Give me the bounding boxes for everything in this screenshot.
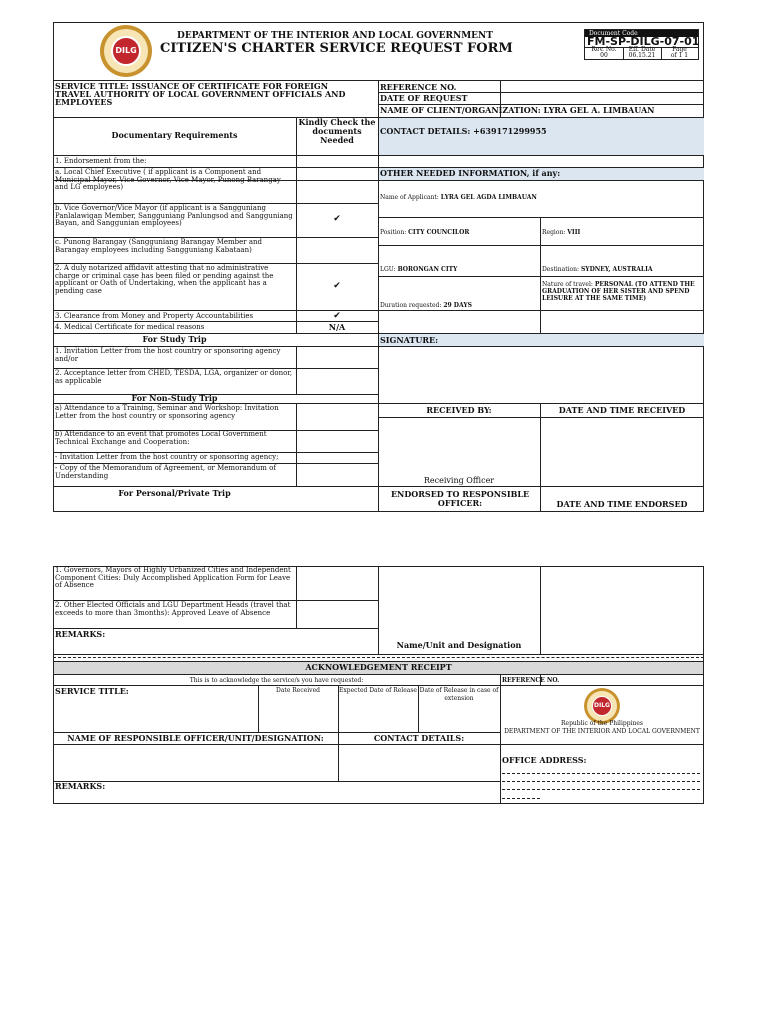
lgu-label: LGU: BORONGAN CITY — [380, 266, 458, 273]
service-title: SERVICE TITLE: ISSUANCE OF CERTIFICATE FOR FOREIGN TRAVEL AUTHORITY OF LOCAL GOVERNMENT OFFICIALS AND EMPLOYEES — [55, 81, 346, 107]
date-time-endorsed-label: DATE AND TIME ENDORSED — [556, 499, 688, 509]
check-4[interactable]: N/A — [328, 322, 346, 332]
check-2[interactable]: ✔ — [333, 281, 341, 291]
date-received-label: Date Received — [276, 687, 320, 694]
study-trip-header: For Study Trip — [142, 334, 207, 344]
region-value[interactable]: VIII — [567, 229, 581, 236]
page-title: CITIZEN'S CHARTER SERVICE REQUEST FORM — [160, 41, 513, 56]
receiving-officer-label: Receiving Officer — [423, 476, 495, 485]
requirement-1a: a. Local Chief Executive ( if applicant is a Component and Municipal Mayor, Vice Governor, Vice Mayor, Punong Barangay and LG employees) — [55, 168, 281, 191]
study-requirement-1: 1. Invitation Letter from the host country or sponsoring agency and/or — [55, 347, 281, 363]
check-documents-header: Kindly Check the documents Needed — [298, 117, 376, 145]
check-3[interactable]: ✔ — [333, 311, 341, 321]
page-value: of 1 1 — [670, 52, 689, 59]
position-value[interactable]: CITY COUNCILOR — [408, 229, 470, 236]
personal-trip-header: For Personal/Private Trip — [118, 488, 231, 498]
name-unit-designation-label: Name/Unit and Designation — [396, 640, 522, 650]
check-1b[interactable]: ✔ — [333, 214, 341, 224]
other-info-label: OTHER NEEDED INFORMATION, if any: — [380, 168, 561, 178]
remarks-label: REMARKS: — [55, 629, 106, 639]
receipt-subtitle: This is to acknowledge the service/s you have requested: — [189, 677, 364, 684]
eff-label: Eff. Date — [628, 46, 656, 53]
personal-requirement-1: 1. Governors, Mayors of Highly Urbanized Cities and Independent Component Cities: Duly Accomplished Application Form for Leave of Absence — [55, 566, 291, 589]
date-time-received-label: DATE AND TIME RECEIVED — [558, 405, 686, 415]
doc-code-label: Document Code — [589, 30, 638, 37]
applicant-value[interactable]: LYRA GEL AGDA LIMBAUAN — [440, 194, 537, 201]
documentary-requirements-header: Documentary Requirements — [111, 130, 238, 140]
destination-label: Destination: SYDNEY, AUSTRALIA — [542, 266, 653, 273]
doc-code: FM-SP-DILG-07-01 — [587, 35, 700, 48]
non-study-trip-header: For Non-Study Trip — [131, 393, 218, 403]
office-address-label: OFFICE ADDRESS: — [502, 755, 587, 765]
receipt-department: DEPARTMENT OF THE INTERIOR AND LOCAL GOVERNMENT — [504, 728, 700, 735]
duration-label: Duration requested: 29 DAYS — [380, 302, 472, 309]
dilg-logo — [100, 25, 152, 77]
receipt-logo-text: DILG — [594, 702, 610, 709]
receipt-reference-no: REFERENCE NO. — [502, 677, 560, 684]
office-address-line-4[interactable] — [502, 798, 540, 799]
client-name-field[interactable]: NAME OF CLIENT/ORGANIZATION: LYRA GEL A. LIMBAUAN — [380, 105, 655, 115]
agency-name: DEPARTMENT OF THE INTERIOR AND LOCAL GOVERNMENT — [177, 31, 493, 41]
receipt-service-title: SERVICE TITLE: — [55, 686, 129, 696]
office-address-line-3[interactable] — [502, 789, 700, 790]
nature-of-travel: Nature of travel: PERSONAL (TO ATTEND THE GRADUATION OF HER SISTER AND SPEND LEISURE AT THE SAME TIME) — [542, 281, 695, 302]
position-label: Position: CITY COUNCILOR — [380, 229, 470, 236]
republic-label: Republic of the Philippines — [561, 720, 643, 727]
region-label: Region: VIII — [542, 229, 581, 236]
personal-requirement-2: 2. Other Elected Officials and LGU Department Heads (travel that exceeds to more than 3months): Approved Leave of Absence — [55, 601, 291, 617]
requirement-3: 3. Clearance from Money and Property Accountabilities — [55, 312, 254, 320]
requirement-1c: c. Punong Barangay (Sangguniang Barangay Member and Barangay employees including Sangguniang Kabataan) — [55, 238, 263, 254]
destination-value[interactable]: SYDNEY, AUSTRALIA — [580, 266, 653, 273]
signature-label: SIGNATURE: — [380, 335, 439, 345]
nature-value[interactable]: PERSONAL (TO ATTEND THE GRADUATION OF HER SISTER AND SPEND LEISURE AT THE SAME TIME) — [542, 281, 695, 302]
requirement-1b: b. Vice Governor/Vice Mayor (if applicant is a Sangguniang Panlalawigan Member, Sangguniang Panlungsod and Sangguniang Bayan, and Sanggunian employees) — [55, 204, 293, 227]
release-extension-label: Date of Release in case of extension — [419, 687, 499, 702]
duration-value[interactable]: 29 DAYS — [443, 302, 472, 309]
receipt-remarks: REMARKS: — [55, 781, 106, 791]
rev-value: 00 — [600, 52, 608, 59]
requirement-4: 4. Medical Certificate for medical reasons — [55, 323, 205, 331]
logo-text: DILG — [115, 46, 137, 55]
expected-release-label: Expected Date of Release — [339, 687, 417, 694]
non-study-requirement-b: b) Attendance to an event that promotes Local Government Technical Exchange and Cooperation: — [55, 430, 267, 446]
study-requirement-2: 2. Acceptance letter from CHED, TESDA, LGA, organizer or donor, as applicable — [55, 369, 293, 385]
applicant-label: Name of Applicant: LYRA GEL AGDA LIMBAUAN — [380, 194, 537, 201]
page-label: Page — [672, 46, 687, 53]
office-address-line-1[interactable] — [502, 773, 700, 774]
rev-label: Rev. No. — [591, 46, 617, 53]
office-address-line-2[interactable] — [502, 781, 700, 782]
reference-no-label: REFERENCE NO. — [380, 82, 457, 92]
receipt-contact-details: CONTACT DETAILS: — [373, 733, 465, 743]
date-of-request-label: DATE OF REQUEST — [380, 93, 468, 103]
receipt-title: ACKNOWLEDGEMENT RECEIPT — [305, 662, 452, 672]
lgu-value[interactable]: BORONGAN CITY — [397, 266, 458, 273]
contact-details-label: CONTACT DETAILS: +639171299955 — [380, 126, 547, 136]
eff-value: 06.15.21 — [628, 52, 656, 59]
document-code-box — [584, 29, 699, 60]
requirement-2: 2. A duly notarized affidavit attesting that no administrative charge or criminal case has been filed or pending against the applicant or Oath of Undertaking, when the applicant has a pending case — [55, 264, 274, 295]
non-study-requirement-b1: - Invitation Letter from the host country or sponsoring agency; — [55, 453, 279, 461]
received-by-label: RECEIVED BY: — [426, 405, 492, 415]
responsible-officer-label: NAME OF RESPONSIBLE OFFICER/UNIT/DESIGNATION: — [67, 733, 324, 743]
endorsed-to-label: ENDORSED TO RESPONSIBLE OFFICER: — [390, 489, 530, 508]
requirement-1: 1. Endorsement from the: — [55, 157, 147, 165]
receipt-dilg-logo — [584, 688, 620, 724]
non-study-requirement-b2: - Copy of the Memorandum of Agreement, or Memorandum of Understanding — [55, 464, 276, 480]
contact-details-field[interactable] — [378, 118, 704, 155]
non-study-requirement-a: a) Attendance to a Training, Seminar and Workshop: Invitation Letter from the host country or sponsoring agency — [55, 404, 279, 420]
